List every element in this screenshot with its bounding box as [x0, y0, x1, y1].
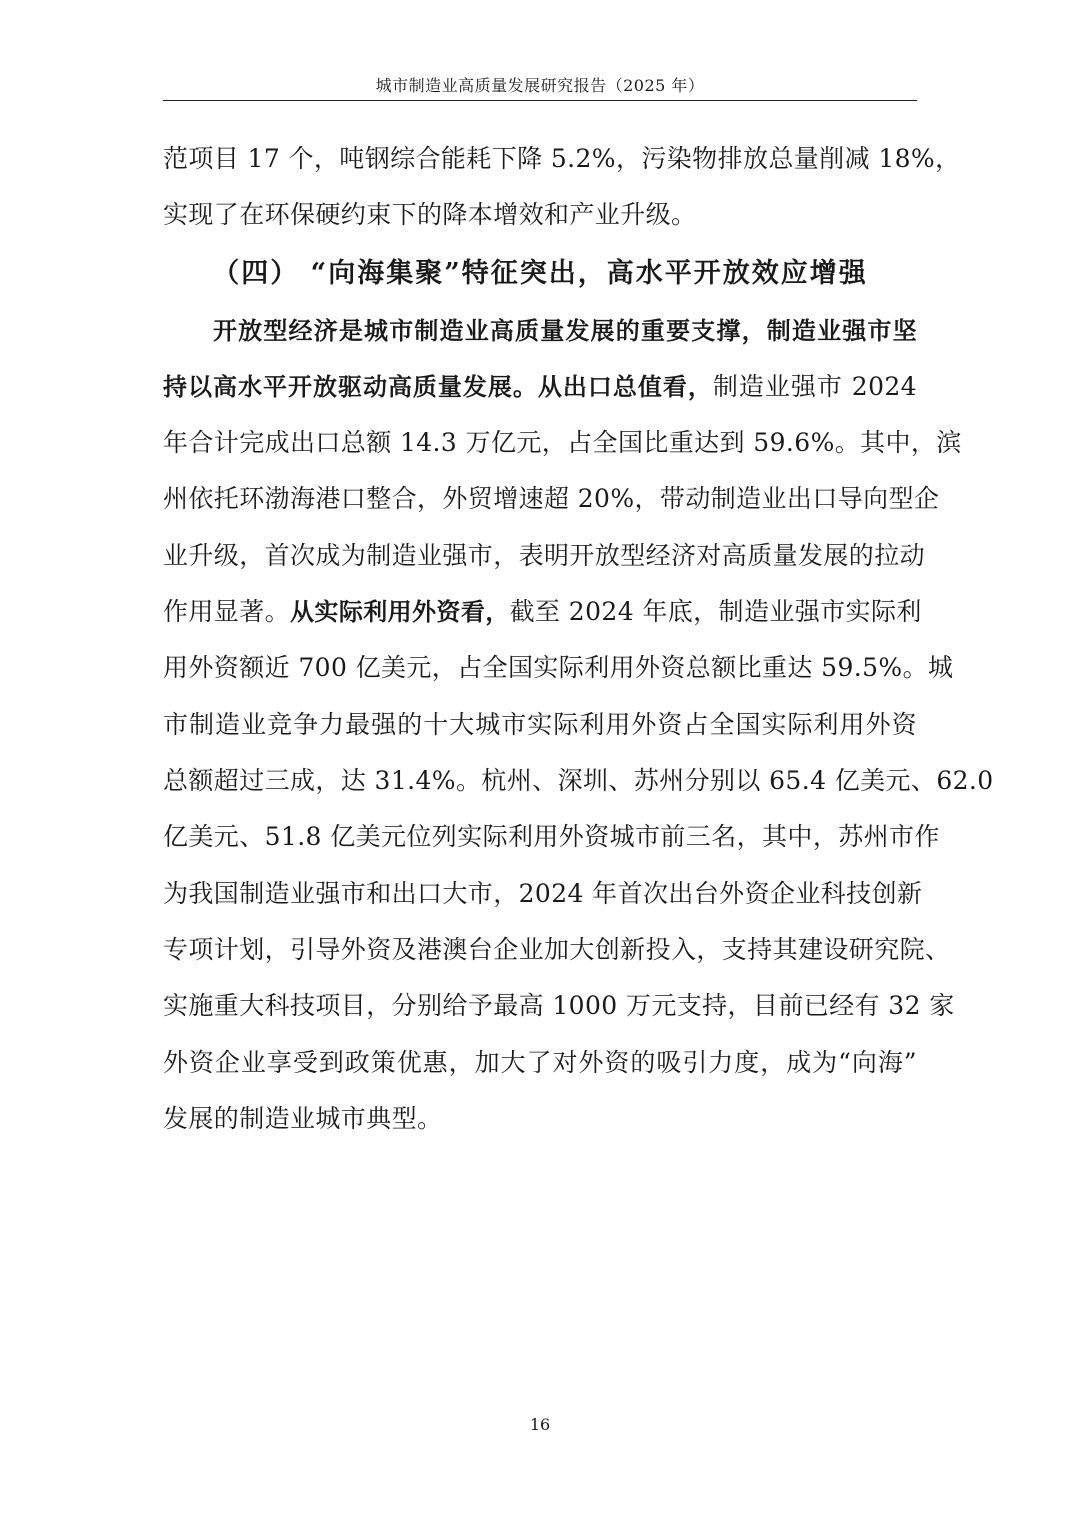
text-line [163, 594, 922, 630]
text-line: 范项目 17 个，吨钢综合能耗下降 5.2%，污染物排放总量削减 18%， [163, 144, 961, 173]
section-heading: （四） “向海集聚”特征突出，高水平开放效应增强 [212, 258, 868, 289]
text-line: 市制造业竞争力最强的十大城市实际利用外资占全国实际利用外资 [163, 710, 917, 739]
bold-text: 持以高水平开放驱动高质量发展。从出口总值看， [163, 373, 713, 401]
page-number: 16 [529, 1415, 551, 1434]
text-line [213, 313, 917, 349]
normal-text: 截至 2024 年底，制造业强市实际利 [509, 597, 922, 626]
text-line [163, 369, 917, 405]
text-line: 发展的制造业城市典型。 [163, 1104, 443, 1133]
text-line: 年合计完成出口总额 14.3 万亿元，占全国比重达到 59.6%。其中，滨 [163, 428, 962, 457]
bold-text: 开放型经济是城市制造业高质量发展的重要支撑，制造业强市坚 [213, 317, 917, 345]
normal-text: 作用显著。 [163, 597, 291, 626]
header-title: 城市制造业高质量发展研究报告（2025 年） [375, 76, 705, 95]
text-line: 总额超过三成，达 31.4%。杭州、深圳、苏州分别以 65.4 亿美元、62.0 [163, 766, 994, 795]
text-line: 业升级，首次成为制造业强市，表明开放型经济对高质量发展的拉动 [163, 541, 926, 570]
text-line: 州依托环渤海港口整合，外贸增速超 20%，带动制造业出口导向型企 [163, 484, 940, 513]
text-line: 外资企业享受到政策优惠，加大了对外资的吸引力度，成为“向海” [163, 1048, 917, 1077]
text-line: 亿美元、51.8 亿美元位列实际利用外资城市前三名，其中，苏州市作 [163, 822, 940, 851]
text-line: 实现了在环保硬约束下的降本增效和产业升级。 [163, 200, 697, 229]
text-line: 为我国制造业强市和出口大市，2024 年首次出台外资企业科技创新 [163, 879, 923, 908]
bold-text: 从实际利用外资看， [290, 598, 510, 626]
text-line: 实施重大科技项目，分别给予最高 1000 万元支持，目前已经有 32 家 [163, 991, 955, 1020]
text-line: 专项计划，引导外资及港澳台企业加大创新投入，支持其建设研究院、 [163, 935, 951, 964]
header-rule [163, 100, 917, 101]
normal-text: 制造业强市 2024 [712, 372, 917, 401]
text-line: 用外资额近 700 亿美元，占全国实际利用外资总额比重达 59.5%。城 [163, 653, 954, 682]
